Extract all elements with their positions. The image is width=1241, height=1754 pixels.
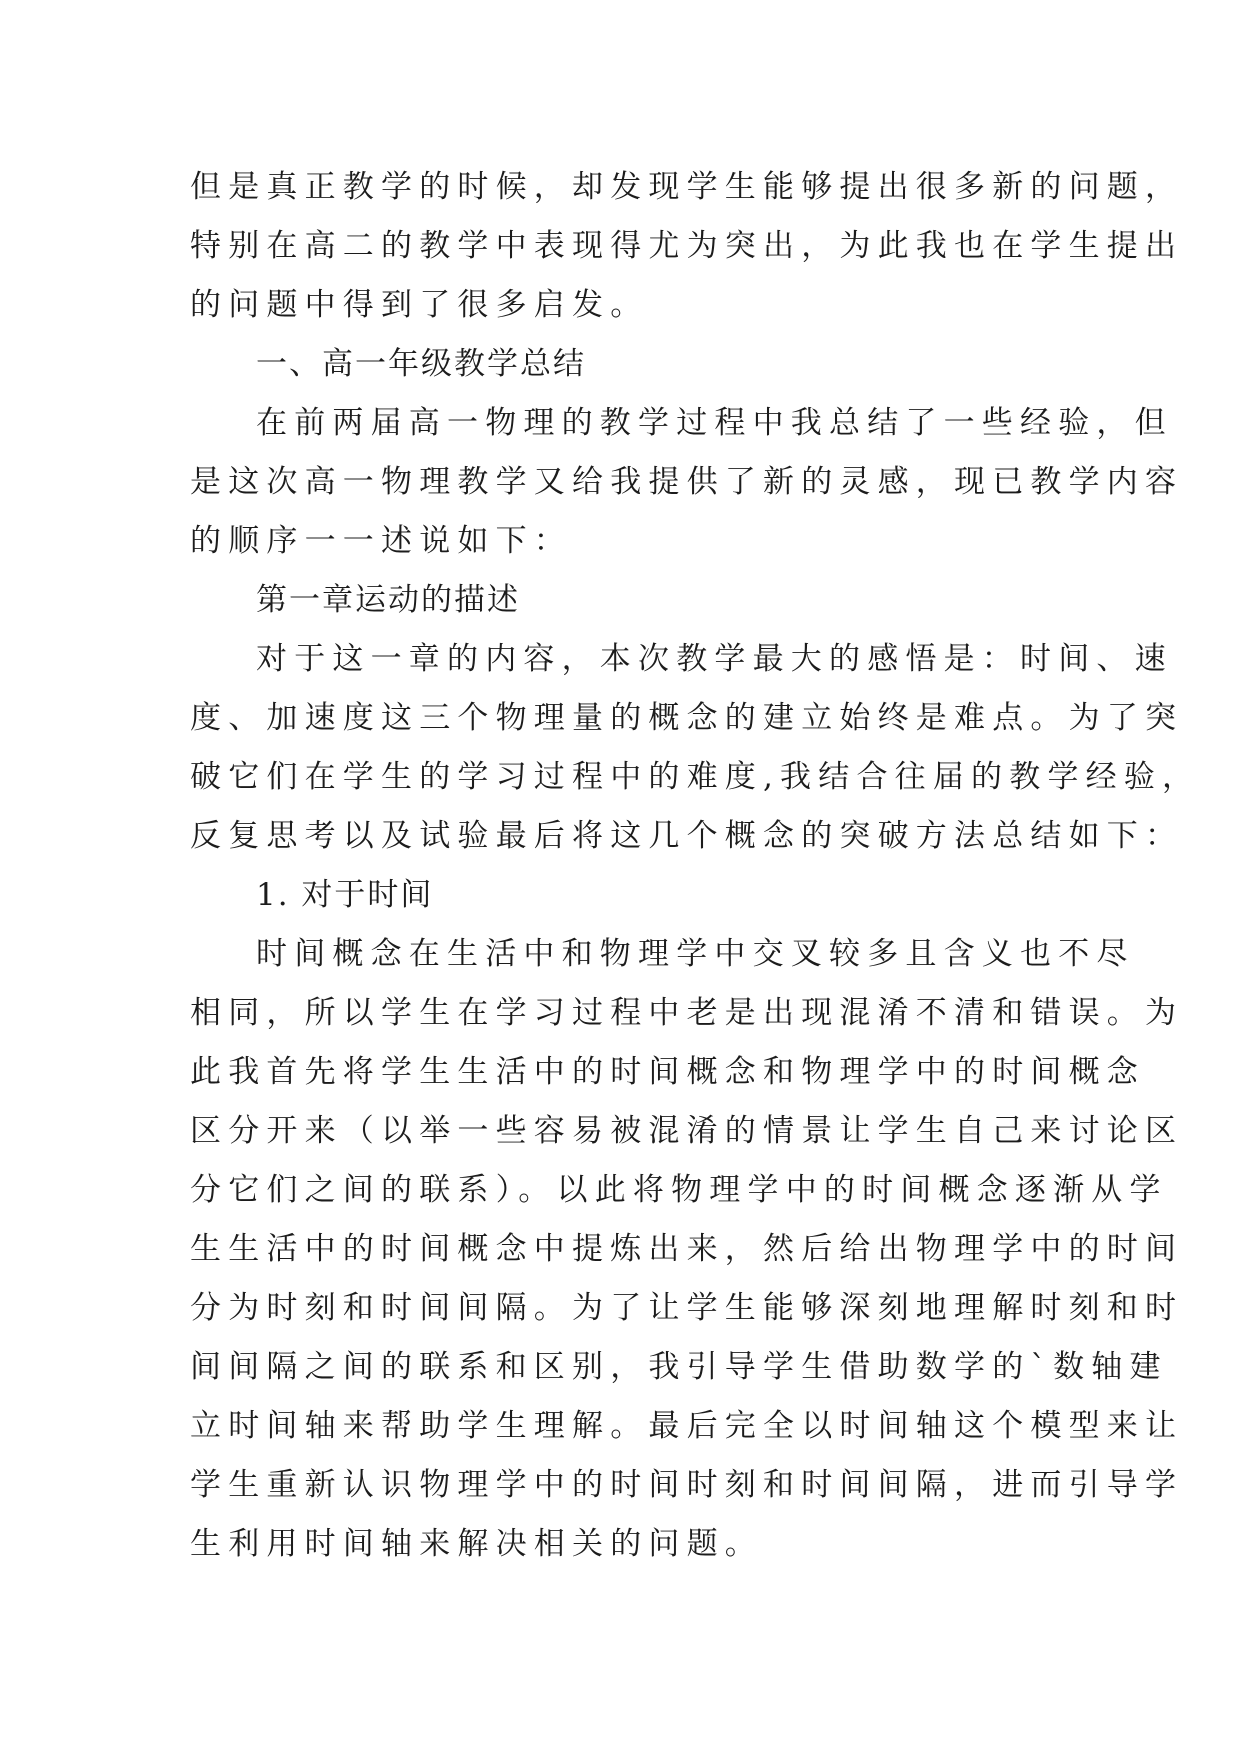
text-line: 的顺序一一述说如下：	[190, 523, 572, 559]
text-line: 反复思考以及试验最后将这几个概念的突破方法总结如下：	[190, 818, 1184, 854]
text-line: 对于这一章的内容，本次教学最大的感悟是：时间、速	[256, 641, 1173, 677]
section-heading: 一、高一年级教学总结	[256, 346, 586, 382]
text-line: 度、加速度这三个物理量的概念的建立始终是难点。为了突	[190, 700, 1184, 736]
text-line: 特别在高二的教学中表现得尤为突出，为此我也在学生提出	[190, 228, 1184, 264]
text-line: 间间隔之间的联系和区别，我引导学生借助数学的`数轴建	[190, 1349, 1168, 1385]
text-line: 的问题中得到了很多启发。	[190, 287, 649, 323]
text-line: 分为时刻和时间间隔。为了让学生能够深刻地理解时刻和时	[190, 1290, 1184, 1326]
document-body	[190, 158, 1201, 1574]
text-line: 学生重新认识物理学中的时间时刻和时间间隔，进而引导学	[190, 1467, 1184, 1503]
subsection-heading: 1. 对于时间	[256, 877, 434, 913]
text-line: 破它们在学生的学习过程中的难度,我结合往届的教学经验，	[190, 759, 1201, 795]
text-line: 是这次高一物理教学又给我提供了新的灵感，现已教学内容	[190, 464, 1184, 500]
text-line: 在前两届高一物理的教学过程中我总结了一些经验，但	[256, 405, 1173, 441]
text-line: 生利用时间轴来解决相关的问题。	[190, 1526, 763, 1562]
text-line: 立时间轴来帮助学生理解。最后完全以时间轴这个模型来让	[190, 1408, 1184, 1444]
text-line: 此我首先将学生生活中的时间概念和物理学中的时间概念	[190, 1054, 1145, 1090]
text-line: 时间概念在生活中和物理学中交叉较多且含义也不尽	[256, 936, 1135, 972]
text-line: 相同，所以学生在学习过程中老是出现混淆不清和错误。为	[190, 995, 1184, 1031]
text-line: 区分开来（以举一些容易被混淆的情景让学生自己来讨论区	[190, 1113, 1184, 1149]
chapter-heading: 第一章运动的描述	[256, 582, 520, 618]
text-line: 但是真正教学的时候，却发现学生能够提出很多新的问题，	[190, 169, 1184, 205]
text-line: 分它们之间的联系）。以此将物理学中的时间概念逐渐从学	[190, 1172, 1168, 1208]
text-line: 生生活中的时间概念中提炼出来，然后给出物理学中的时间	[190, 1231, 1184, 1267]
